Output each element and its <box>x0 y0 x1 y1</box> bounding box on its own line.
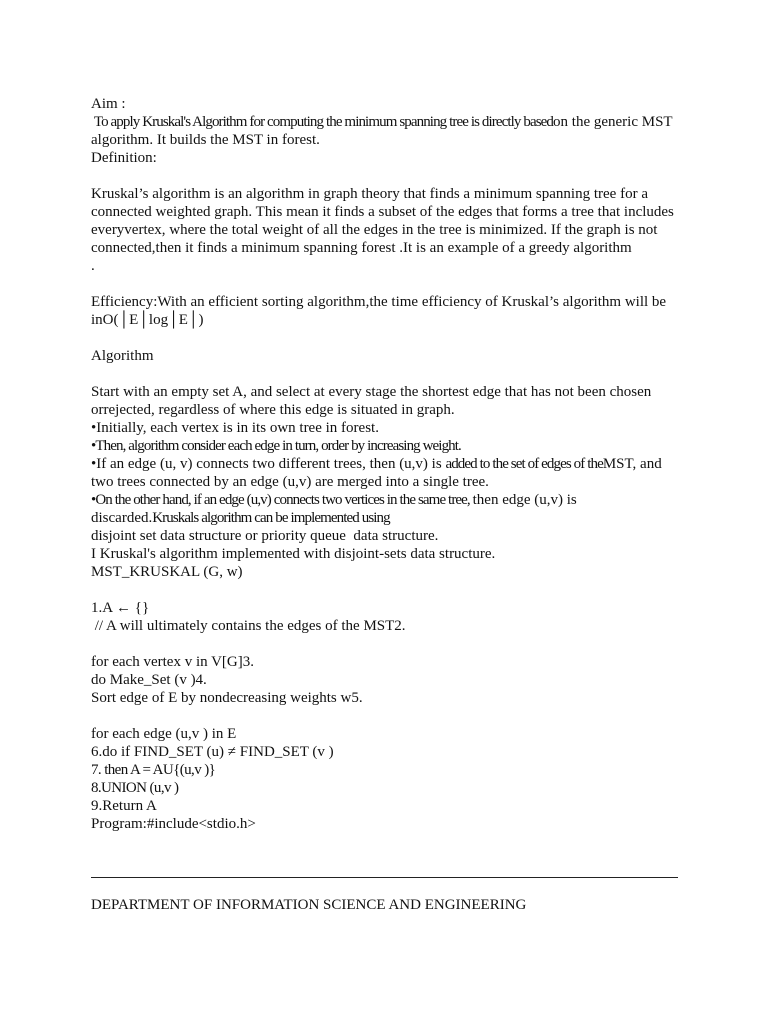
code-line-9: 8.UNION (u,v ) <box>91 780 179 796</box>
implementation-line-1: disjoint set data structure or priority queue data structure. <box>91 528 439 544</box>
algorithm-heading: Algorithm <box>91 348 154 364</box>
definition-line-3: everyvertex, where the total weight of all the edges in the tree is minimized. If the graph is not <box>91 222 658 238</box>
bullet-4-narrow: •On the other hand, if an edge (u,v) connects two vertices in the same tree, <box>91 492 473 508</box>
code-line-2: // A will ultimately contains the edges of the MST2. <box>91 618 406 634</box>
definition-label: Definition: <box>91 150 157 166</box>
implementation-line-2: I Kruskal's algorithm implemented with disjoint-sets data structure. <box>91 546 496 562</box>
efficiency-line-2: inO(│E│log│E│) <box>91 312 204 328</box>
blank-line <box>91 635 686 653</box>
definition-line-2: connected weighted graph. This mean it finds a subset of the edges that forms a tree that includes <box>91 204 674 220</box>
aim-text-narrow: To apply Kruskal's Algorithm for computing the minimum spanning tree is directly based <box>91 114 554 130</box>
code-line-11: Program:#include<stdio.h> <box>91 816 256 832</box>
blank-line <box>91 581 686 599</box>
bullet-3-end: MST, and <box>602 456 662 472</box>
aim-label: Aim : <box>91 96 126 112</box>
bullet-3-narrow: added to the set of edges of the <box>445 456 603 472</box>
code-line-3: for each vertex v in V[G]3. <box>91 654 254 670</box>
aim-text-line-2: algorithm. It builds the MST in forest. <box>91 132 320 148</box>
algorithm-line-2: orrejected, regardless of where this edge is situated in graph. <box>91 402 455 418</box>
bullet-2: •Then, algorithm consider each edge in turn, order by increasing weight. <box>91 438 461 454</box>
blank-line <box>91 275 686 293</box>
definition-line-1: Kruskal’s algorithm is an algorithm in graph theory that finds a minimum spanning tree for a <box>91 186 648 202</box>
bullet-4-discarded: discarded. <box>91 510 153 526</box>
blank-line <box>91 365 686 383</box>
aim-text-tail: on the generic MST <box>553 114 673 130</box>
bullet-3-line-2: two trees connected by an edge (u,v) are merged into a single tree. <box>91 474 489 490</box>
bullet-4-line-2 <box>91 509 686 527</box>
code-line-5: Sort edge of E by nondecreasing weights w5. <box>91 690 363 706</box>
code-line-10: 9.Return A <box>91 798 157 814</box>
bullet-1: •Initially, each vertex is in its own tree in forest. <box>91 420 379 436</box>
bullet-4-impl: Kruskals algorithm can be implemented using <box>152 510 390 526</box>
code-line-4: do Make_Set (v )4. <box>91 672 207 688</box>
aim-text-line-1 <box>91 113 686 131</box>
efficiency-line-1: Efficiency:With an efficient sorting algorithm,the time efficiency of Kruskal’s algorithm will be <box>91 294 667 310</box>
code-line-6: for each edge (u,v ) in E <box>91 726 237 742</box>
blank-line <box>91 707 686 725</box>
implementation-line-3: MST_KRUSKAL (G, w) <box>91 564 243 580</box>
bullet-4-end: then edge (u,v) is <box>472 492 577 508</box>
footer-divider <box>91 877 678 878</box>
blank-line <box>91 167 686 185</box>
blank-line <box>91 329 686 347</box>
code-line-1: 1.A ← {} <box>91 600 150 616</box>
bullet-4 <box>91 491 686 509</box>
document-body <box>91 95 686 833</box>
algorithm-line-1: Start with an empty set A, and select at every stage the shortest edge that has not been chosen <box>91 384 652 400</box>
definition-line-4: connected,then it finds a minimum spanning forest .It is an example of a greedy algorithm <box>91 240 632 256</box>
footer-department: DEPARTMENT OF INFORMATION SCIENCE AND ENGINEERING <box>91 897 527 913</box>
definition-line-5: . <box>91 258 95 274</box>
bullet-3 <box>91 455 686 473</box>
code-line-7: 6.do if FIND_SET (u) ≠ FIND_SET (v ) <box>91 744 334 760</box>
bullet-3-start: •If an edge (u, v) connects two different trees, then (u,v) is <box>91 456 446 472</box>
code-line-8: 7. then A = AU{(u,v )} <box>91 762 216 778</box>
